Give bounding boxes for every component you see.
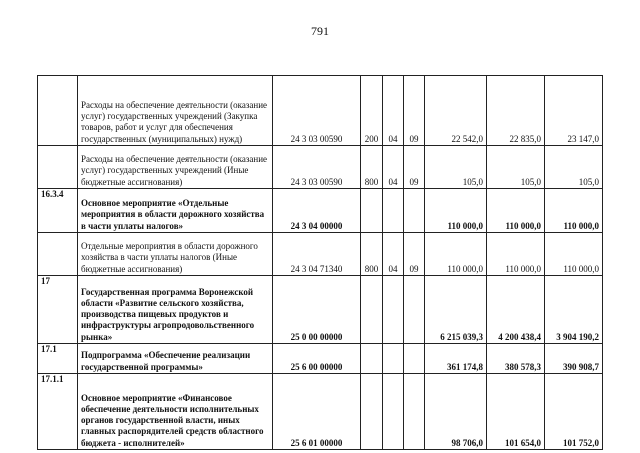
amount-year-1: 6 215 039,3 xyxy=(425,276,487,344)
expense-type-code xyxy=(361,276,383,344)
row-description: Государственная программа Воронежской области «Развитие сельского хозяйства, производства пищевых продуктов и инфраструктуры агропродовольственного рынка» xyxy=(78,276,273,344)
amount-year-1: 105,0 xyxy=(425,146,487,189)
section-code xyxy=(383,276,404,344)
amount-year-2: 110 000,0 xyxy=(487,233,545,276)
expense-type-code: 800 xyxy=(361,233,383,276)
amount-year-1: 98 706,0 xyxy=(425,374,487,450)
row-description: Подпрограмма «Обеспечение реализации государственной программы» xyxy=(78,344,273,374)
amount-year-3: 23 147,0 xyxy=(545,76,603,146)
section-code xyxy=(383,374,404,450)
target-article-code: 25 6 01 00000 xyxy=(273,374,361,450)
subsection-code xyxy=(404,344,425,374)
target-article-code: 25 0 00 00000 xyxy=(273,276,361,344)
amount-year-2: 105,0 xyxy=(487,146,545,189)
row-number: 17 xyxy=(38,276,78,344)
amount-year-2: 4 200 438,4 xyxy=(487,276,545,344)
row-description: Основное мероприятие «Отдельные мероприятия в области дорожного хозяйства в части уплаты налогов» xyxy=(78,189,273,233)
row-number xyxy=(38,233,78,276)
subsection-code: 09 xyxy=(404,233,425,276)
amount-year-3: 3 904 190,2 xyxy=(545,276,603,344)
section-code: 04 xyxy=(383,76,404,146)
table-row xyxy=(38,76,603,146)
expense-type-code xyxy=(361,189,383,233)
section-code: 04 xyxy=(383,233,404,276)
expense-type-code xyxy=(361,374,383,450)
row-description: Основное мероприятие «Финансовое обеспечение деятельности исполнительных органов государственной власти, иных главных распорядителей средств областного бюджета - исполнителей» xyxy=(78,374,273,450)
amount-year-3: 110 000,0 xyxy=(545,233,603,276)
expense-type-code xyxy=(361,344,383,374)
row-number: 17.1 xyxy=(38,344,78,374)
table-row xyxy=(38,344,603,374)
table-row xyxy=(38,146,603,189)
amount-year-1: 110 000,0 xyxy=(425,233,487,276)
expense-type-code: 800 xyxy=(361,146,383,189)
amount-year-1: 110 000,0 xyxy=(425,189,487,233)
subsection-code: 09 xyxy=(404,76,425,146)
target-article-code: 24 3 04 00000 xyxy=(273,189,361,233)
amount-year-3: 390 908,7 xyxy=(545,344,603,374)
amount-year-2: 22 835,0 xyxy=(487,76,545,146)
row-description: Отдельные мероприятия в области дорожного хозяйства в части уплаты налогов (Иные бюджетные ассигнования) xyxy=(78,233,273,276)
amount-year-2: 110 000,0 xyxy=(487,189,545,233)
subsection-code xyxy=(404,189,425,233)
subsection-code xyxy=(404,374,425,450)
amount-year-3: 105,0 xyxy=(545,146,603,189)
target-article-code: 25 6 00 00000 xyxy=(273,344,361,374)
amount-year-2: 101 654,0 xyxy=(487,374,545,450)
table-row xyxy=(38,189,603,233)
subsection-code xyxy=(404,276,425,344)
amount-year-1: 22 542,0 xyxy=(425,76,487,146)
amount-year-2: 380 578,3 xyxy=(487,344,545,374)
page-number: 791 xyxy=(311,24,329,38)
amount-year-1: 361 174,8 xyxy=(425,344,487,374)
amount-year-3: 101 752,0 xyxy=(545,374,603,450)
row-description: Расходы на обеспечение деятельности (оказание услуг) государственных учреждений (Иные бюджетные ассигнования) xyxy=(78,146,273,189)
table-row xyxy=(38,233,603,276)
target-article-code: 24 3 03 00590 xyxy=(273,76,361,146)
section-code xyxy=(383,189,404,233)
subsection-code: 09 xyxy=(404,146,425,189)
table-body xyxy=(38,76,603,450)
section-code: 04 xyxy=(383,146,404,189)
budget-table xyxy=(37,75,603,450)
amount-year-3: 110 000,0 xyxy=(545,189,603,233)
expense-type-code: 200 xyxy=(361,76,383,146)
row-number: 17.1.1 xyxy=(38,374,78,450)
target-article-code: 24 3 03 00590 xyxy=(273,146,361,189)
table-row xyxy=(38,374,603,450)
row-description: Расходы на обеспечение деятельности (оказание услуг) государственных учреждений (Закупка товаров, работ и услуг для обеспечения государственных (муниципальных) нужд) xyxy=(78,76,273,146)
table-row xyxy=(38,276,603,344)
target-article-code: 24 3 04 71340 xyxy=(273,233,361,276)
section-code xyxy=(383,344,404,374)
row-number xyxy=(38,146,78,189)
row-number: 16.3.4 xyxy=(38,189,78,233)
row-number xyxy=(38,76,78,146)
